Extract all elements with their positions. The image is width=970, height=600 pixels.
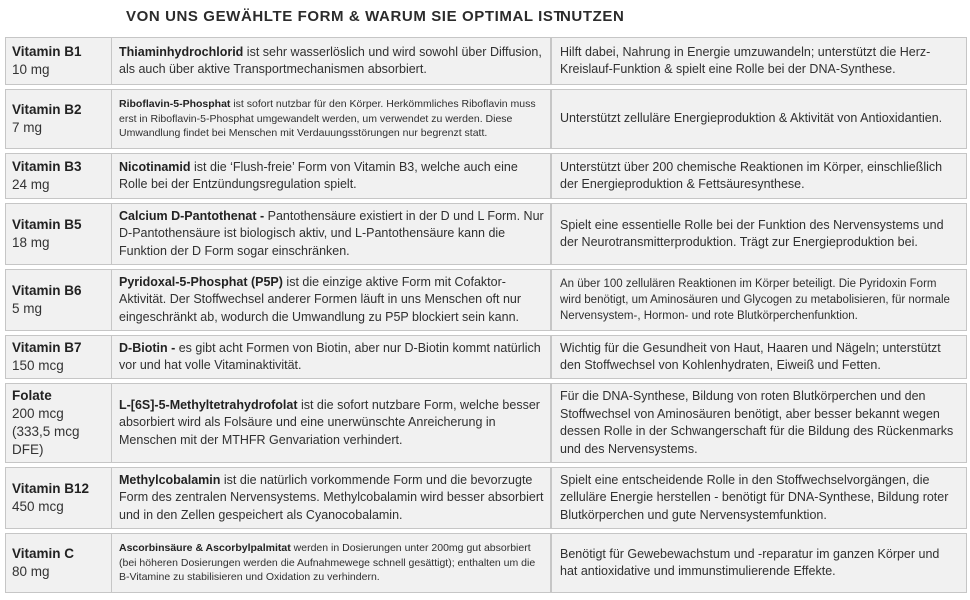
form-name: L-[6S]-5-Methyltetrahydrofolat xyxy=(119,397,298,412)
table-row xyxy=(5,89,967,149)
form-cell xyxy=(112,533,551,593)
vitamin-dose: 7 mg xyxy=(12,120,43,135)
form-name: Nicotinamid xyxy=(119,159,191,174)
form-name: D-Biotin - xyxy=(119,340,176,355)
vitamin-dose: 200 mcg (333,5 mcg DFE) xyxy=(12,406,80,457)
table-row xyxy=(5,383,967,463)
vitamin-name: Vitamin B2 xyxy=(12,102,82,117)
table-row xyxy=(5,37,967,85)
vitamin-name: Vitamin B6 xyxy=(12,283,82,298)
form-cell xyxy=(112,467,551,529)
form-description: ist die sofort nutzbare Form, welche besser absorbiert wird als Folsäure und eine unerwünschte Anreicherung in Menschen mit der MTHFR Genvariation verhindert. xyxy=(119,397,540,447)
benefit-cell: Unterstützt über 200 chemische Reaktionen im Körper, einschließlich der Energieproduktion & Fettsäuresynthese. xyxy=(551,153,967,199)
benefit-cell: Spielt eine entscheidende Rolle in den Stoffwechselvorgängen, die zelluläre Energie herstellen - benötigt für DNA-Synthese, Bildung roter Blutkörperchen und gute Nervensystemfunktion. xyxy=(551,467,967,529)
form-description: Pantothensäure existiert in der D und L Form. Nur D-Pantothensäure ist biologisch aktiv, und L-Pantothensäure kann die Funktion der D Form sogar einschränken. xyxy=(119,208,544,258)
form-cell xyxy=(112,383,551,463)
form-name: Ascorbinsäure & Ascorbylpalmitat xyxy=(119,542,291,555)
table-row xyxy=(5,203,967,265)
form-cell xyxy=(112,89,551,149)
vitamin-name: Vitamin B3 xyxy=(12,159,82,174)
vitamin-dose: 5 mg xyxy=(12,301,43,316)
vitamin-cell xyxy=(5,335,112,379)
vitamin-dose: 450 mcg xyxy=(12,499,64,514)
vitamin-cell xyxy=(5,89,112,149)
vitamin-cell xyxy=(5,467,112,529)
table-row xyxy=(5,269,967,331)
benefit-cell: Unterstützt zelluläre Energieproduktion & Aktivität von Antioxidantien. xyxy=(551,89,967,149)
vitamin-name: Vitamin B12 xyxy=(12,481,90,496)
form-description: ist die einzige aktive Form mit Cofaktor-Aktivität. Der Stoffwechsel anderer Formen läuft in uns Menschen oft nur eingeschränkt ab, wodurch die Umwandlung zu P5P blockiert sein kann. xyxy=(119,274,522,324)
form-column-header: VON UNS GEWÄHLTE FORM & WARUM SIE OPTIMAL IST xyxy=(126,8,564,25)
form-description: ist sofort nutzbar für den Körper. Herkömmliches Riboflavin muss erst in Riboflavin-5-Phosphat umgewandelt werden, um verwendet zu werden. Diese Umwandlung findet bei Menschen mit Verdauungsstörungen nur begrenzt statt. xyxy=(119,98,536,140)
benefit-cell: An über 100 zellulären Reaktionen im Körper beteiligt. Die Pyridoxin Form wird benötigt, um Aminosäuren und Glycogen zu metabolisieren, für normale Nervensystem-, Hormon- und rote Blutkörperchenfunktion. xyxy=(551,269,967,331)
form-description: ist die ‘Flush-freie’ Form von Vitamin B3, welche auch eine Rolle bei der Entzündungsregulation spielt. xyxy=(119,159,518,191)
form-name: Pyridoxal-5-Phosphat (P5P) xyxy=(119,274,283,289)
vitamin-cell xyxy=(5,533,112,593)
benefit-cell: Benötigt für Gewebewachstum und -reparatur im ganzen Körper und hat antioxidative und immunstimulierende Effekte. xyxy=(551,533,967,593)
table-row xyxy=(5,335,967,379)
vitamin-cell xyxy=(5,269,112,331)
vitamin-name: Vitamin B1 xyxy=(12,44,82,59)
vitamin-cell xyxy=(5,383,112,463)
vitamin-cell xyxy=(5,153,112,199)
vitamin-name: Folate xyxy=(12,388,52,403)
form-cell xyxy=(112,203,551,265)
form-description: es gibt acht Formen von Biotin, aber nur D-Biotin kommt natürlich vor und hat volle Vitaminaktivität. xyxy=(119,340,541,372)
vitamin-dose: 150 mcg xyxy=(12,358,64,373)
benefit-cell: Wichtig für die Gesundheit von Haut, Haaren und Nägeln; unterstützt den Stoffwechsel von Kohlenhydraten, Eiweiß und Fetten. xyxy=(551,335,967,379)
form-name: Thiaminhydrochlorid xyxy=(119,44,244,59)
form-name: Methylcobalamin xyxy=(119,472,221,487)
vitamin-name: Vitamin C xyxy=(12,546,75,561)
form-cell xyxy=(112,335,551,379)
benefit-cell: Spielt eine essentielle Rolle bei der Funktion des Nervensystems und der Neurotransmitterproduktion. Trägt zur Energieproduktion bei. xyxy=(551,203,967,265)
table-row xyxy=(5,533,967,593)
vitamin-table xyxy=(5,33,967,597)
vitamin-cell xyxy=(5,203,112,265)
vitamin-dose: 24 mg xyxy=(12,177,50,192)
table-row xyxy=(5,467,967,529)
form-description: werden in Dosierungen unter 200mg gut absorbiert (bei höheren Dosierungen werden die Aufnahmewege schnell gesättigt); enthalten um die B-Vitamine zu stabilisieren und Oxidation zu verhindern. xyxy=(119,542,536,584)
vitamin-name: Vitamin B7 xyxy=(12,340,82,355)
benefit-cell: Für die DNA-Synthese, Bildung von roten Blutkörperchen und den Stoffwechsel von Aminosäuren benötigt, aber besser bekannt wegen dessen Rolle in der Schwangerschaft für die Bildung des Rückenmarks und des Nervensystems. xyxy=(551,383,967,463)
vitamin-dose: 80 mg xyxy=(12,564,50,579)
form-cell xyxy=(112,269,551,331)
table-row xyxy=(5,153,967,199)
vitamin-name: Vitamin B5 xyxy=(12,217,82,232)
form-description: ist sehr wasserlöslich und wird sowohl über Diffusion, als auch über aktive Transportmechanismen absorbiert. xyxy=(119,44,542,76)
vitamin-cell xyxy=(5,37,112,85)
vitamin-dose: 18 mg xyxy=(12,235,50,250)
form-cell xyxy=(112,153,551,199)
benefit-column-header: NUTZEN xyxy=(560,8,625,25)
form-cell xyxy=(112,37,551,85)
vitamin-dose: 10 mg xyxy=(12,62,50,77)
form-description: ist die natürlich vorkommende Form und die bevorzugte Form des zentralen Nervensystems. Methylcobalamin wird besser absorbiert und in den Zellen gespeichert als Cyanocobalamin. xyxy=(119,472,544,522)
benefit-cell: Hilft dabei, Nahrung in Energie umzuwandeln; unterstützt die Herz-Kreislauf-Funktion & spielt eine Rolle bei der DNA-Synthese. xyxy=(551,37,967,85)
form-name: Riboflavin-5-Phosphat xyxy=(119,98,231,111)
form-name: Calcium D-Pantothenat - xyxy=(119,208,265,223)
